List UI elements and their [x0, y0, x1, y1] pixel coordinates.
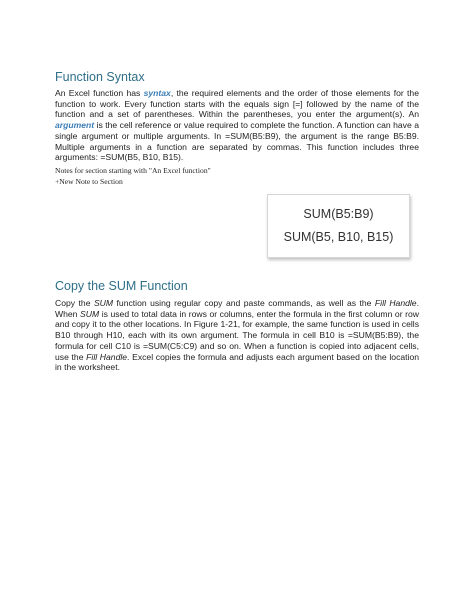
- paragraph-text: . When: [55, 298, 419, 319]
- paragraph-text: , the required elements and the order of those elements for the function to work. Every function starts with the equals sign [=] followed by the name of the function and a set of parentheses. Within the parentheses, you enter the argument(s). An: [55, 88, 419, 120]
- term-sum: SUM: [93, 298, 114, 308]
- paragraph-text: An Excel function has: [55, 88, 144, 98]
- formula-multiple-arguments: SUM(B5, B10, B15): [283, 230, 394, 244]
- copy-sum-paragraph: [55, 298, 419, 373]
- section-heading-copy-sum: Copy the SUM Function: [55, 279, 188, 293]
- paragraph-text: . Excel copies the formula and adjusts each argument based on the location in the worksheet.: [55, 351, 420, 373]
- formula-example-figure: [267, 194, 410, 258]
- term-fill-handle: Fill Handle: [374, 298, 417, 308]
- paragraph-text: is used to total data in rows or columns, enter the formula in the first column or row and copy it to the other locations. In Figure 1-21, for example, the same function is used in cells B10 through H10, each with its own argument. The formula in cell B10 is =SUM(B5:B9), the formula for cell C10 is =SUM(C5:C9) and so on. When a function is copied into adjacent cells, use the: [55, 308, 419, 362]
- function-syntax-paragraph: [55, 88, 419, 163]
- term-fill-handle: Fill Handle: [86, 351, 128, 362]
- new-note-link[interactable]: +New Note to Section: [55, 177, 123, 186]
- term-argument: argument: [55, 120, 95, 131]
- section-heading-function-syntax: Function Syntax: [55, 70, 145, 84]
- paragraph-text: Copy the: [55, 298, 94, 308]
- section-notes-label: Notes for section starting with "An Excel function": [55, 166, 211, 175]
- paragraph-text: function using regular copy and paste commands, as well as the: [113, 298, 375, 308]
- paragraph-text: is the cell reference or value required to complete the function. A function can have a single argument or multiple arguments. In =SUM(B5:B9), the argument is the range B5:B9. Multiple arguments in a function are separated by commas. This function includes three arguments: =SUM(B5, B10, B15).: [55, 120, 419, 163]
- term-sum: SUM: [80, 308, 100, 319]
- formula-single-argument: SUM(B5:B9): [303, 207, 374, 221]
- term-syntax: syntax: [143, 88, 171, 98]
